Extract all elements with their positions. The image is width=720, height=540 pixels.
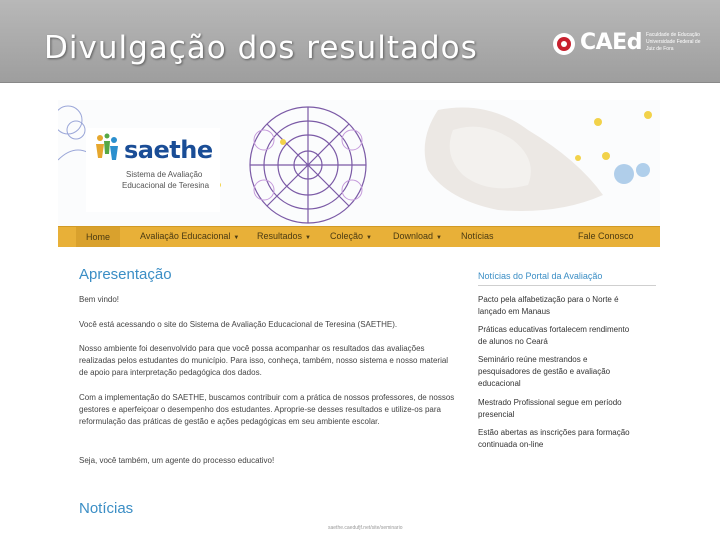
site-banner <box>58 100 660 226</box>
portal-news-item[interactable]: Pacto pela alfabetização para o Norte é lançado em Manaus <box>478 295 619 316</box>
portal-news-divider <box>478 285 656 286</box>
nav-item-noticias[interactable] <box>461 231 494 241</box>
nav-item-label: Resultados <box>257 231 303 241</box>
saethe-logo-line2: Educacional de Teresina <box>122 181 210 190</box>
apresentacao-paragraph: Nosso ambiente foi desenvolvido para que você possa acompanhar os resultados das avaliações realizadas pelos estudantes do município. Para isso, conheça, também, nosso sistema e nosso material de apoio para interpretação pedagógica dos dados. <box>79 344 449 377</box>
nav-item-label: Notícias <box>461 231 494 241</box>
saethe-people-icon <box>92 132 122 166</box>
nav-item-fale-conosco[interactable] <box>578 231 634 241</box>
nav-item-label: Avaliação Educacional <box>140 231 231 241</box>
portal-news-item[interactable]: Práticas educativas fortalecem rendimento de alunos no Ceará <box>478 325 630 346</box>
dropdown-caret-icon: ▼ <box>366 235 372 241</box>
saethe-logo[interactable] <box>86 128 220 212</box>
caed-mark-icon <box>552 32 576 56</box>
apresentacao-paragraph: Com a implementação do SAETHE, buscamos contribuir com a prática de nossos professores, de nossos gestores e aperfeiçoar o desempenho dos estudantes. Aproprie-se desses resultados e utilize-os para reformulação das práticas de gestão e ações pedagógicas em seu ambiente escolar. <box>79 393 455 426</box>
nav-item-download[interactable] <box>393 231 442 241</box>
slide-header <box>0 0 720 83</box>
nav-item-home[interactable] <box>76 227 120 247</box>
portal-news-item[interactable]: Seminário reúne mestrandos e pesquisadores de gestão e avaliação educacional <box>478 355 611 388</box>
dropdown-caret-icon: ▼ <box>233 235 240 241</box>
apresentacao-title: Apresentação <box>79 266 172 283</box>
nav-item-avaliacao-educacional[interactable] <box>140 231 239 241</box>
saethe-website-screenshot <box>58 100 660 540</box>
dropdown-caret-icon: ▼ <box>436 235 442 241</box>
apresentacao-paragraph: Você está acessando o site do Sistema de Avaliação Educacional de Teresina (SAETHE). <box>79 320 398 329</box>
apresentacao-paragraph: Seja, você também, um agente do processo educativo! <box>79 456 275 465</box>
nav-item-label: Home <box>86 232 111 242</box>
nav-item-label: Download <box>393 231 434 241</box>
saethe-logo-line1: Sistema de Avaliação <box>126 170 203 179</box>
portal-news-item[interactable]: Mestrado Profissional segue em período presencial <box>478 398 622 419</box>
nav-item-label: Fale Conosco <box>578 231 634 241</box>
portal-news-title[interactable]: Notícias do Portal da Avaliação <box>478 271 603 281</box>
nav-item-label: Coleção <box>330 231 364 241</box>
slide-title: Divulgação dos resultados <box>44 30 478 66</box>
nav-item-resultados[interactable] <box>257 231 311 241</box>
dropdown-caret-icon: ▼ <box>305 235 311 241</box>
caed-logo <box>552 30 702 58</box>
apresentacao-paragraph: Bem vindo! <box>79 295 120 304</box>
saethe-logo-name: saethe <box>124 136 213 164</box>
caed-logo-subtitle: Faculdade de Educação Universidade Federal de Juiz de Fora <box>646 32 701 52</box>
nav-item-colecao[interactable] <box>330 231 372 241</box>
main-nav <box>58 226 660 247</box>
noticias-title: Notícias <box>79 500 134 517</box>
footer-url: saethe.caedufjf.net/site/seminario <box>328 525 403 531</box>
portal-news-item[interactable]: Estão abertas as inscrições para formação continuada on-line <box>478 428 630 449</box>
caed-logo-name: CAEd <box>580 30 642 55</box>
